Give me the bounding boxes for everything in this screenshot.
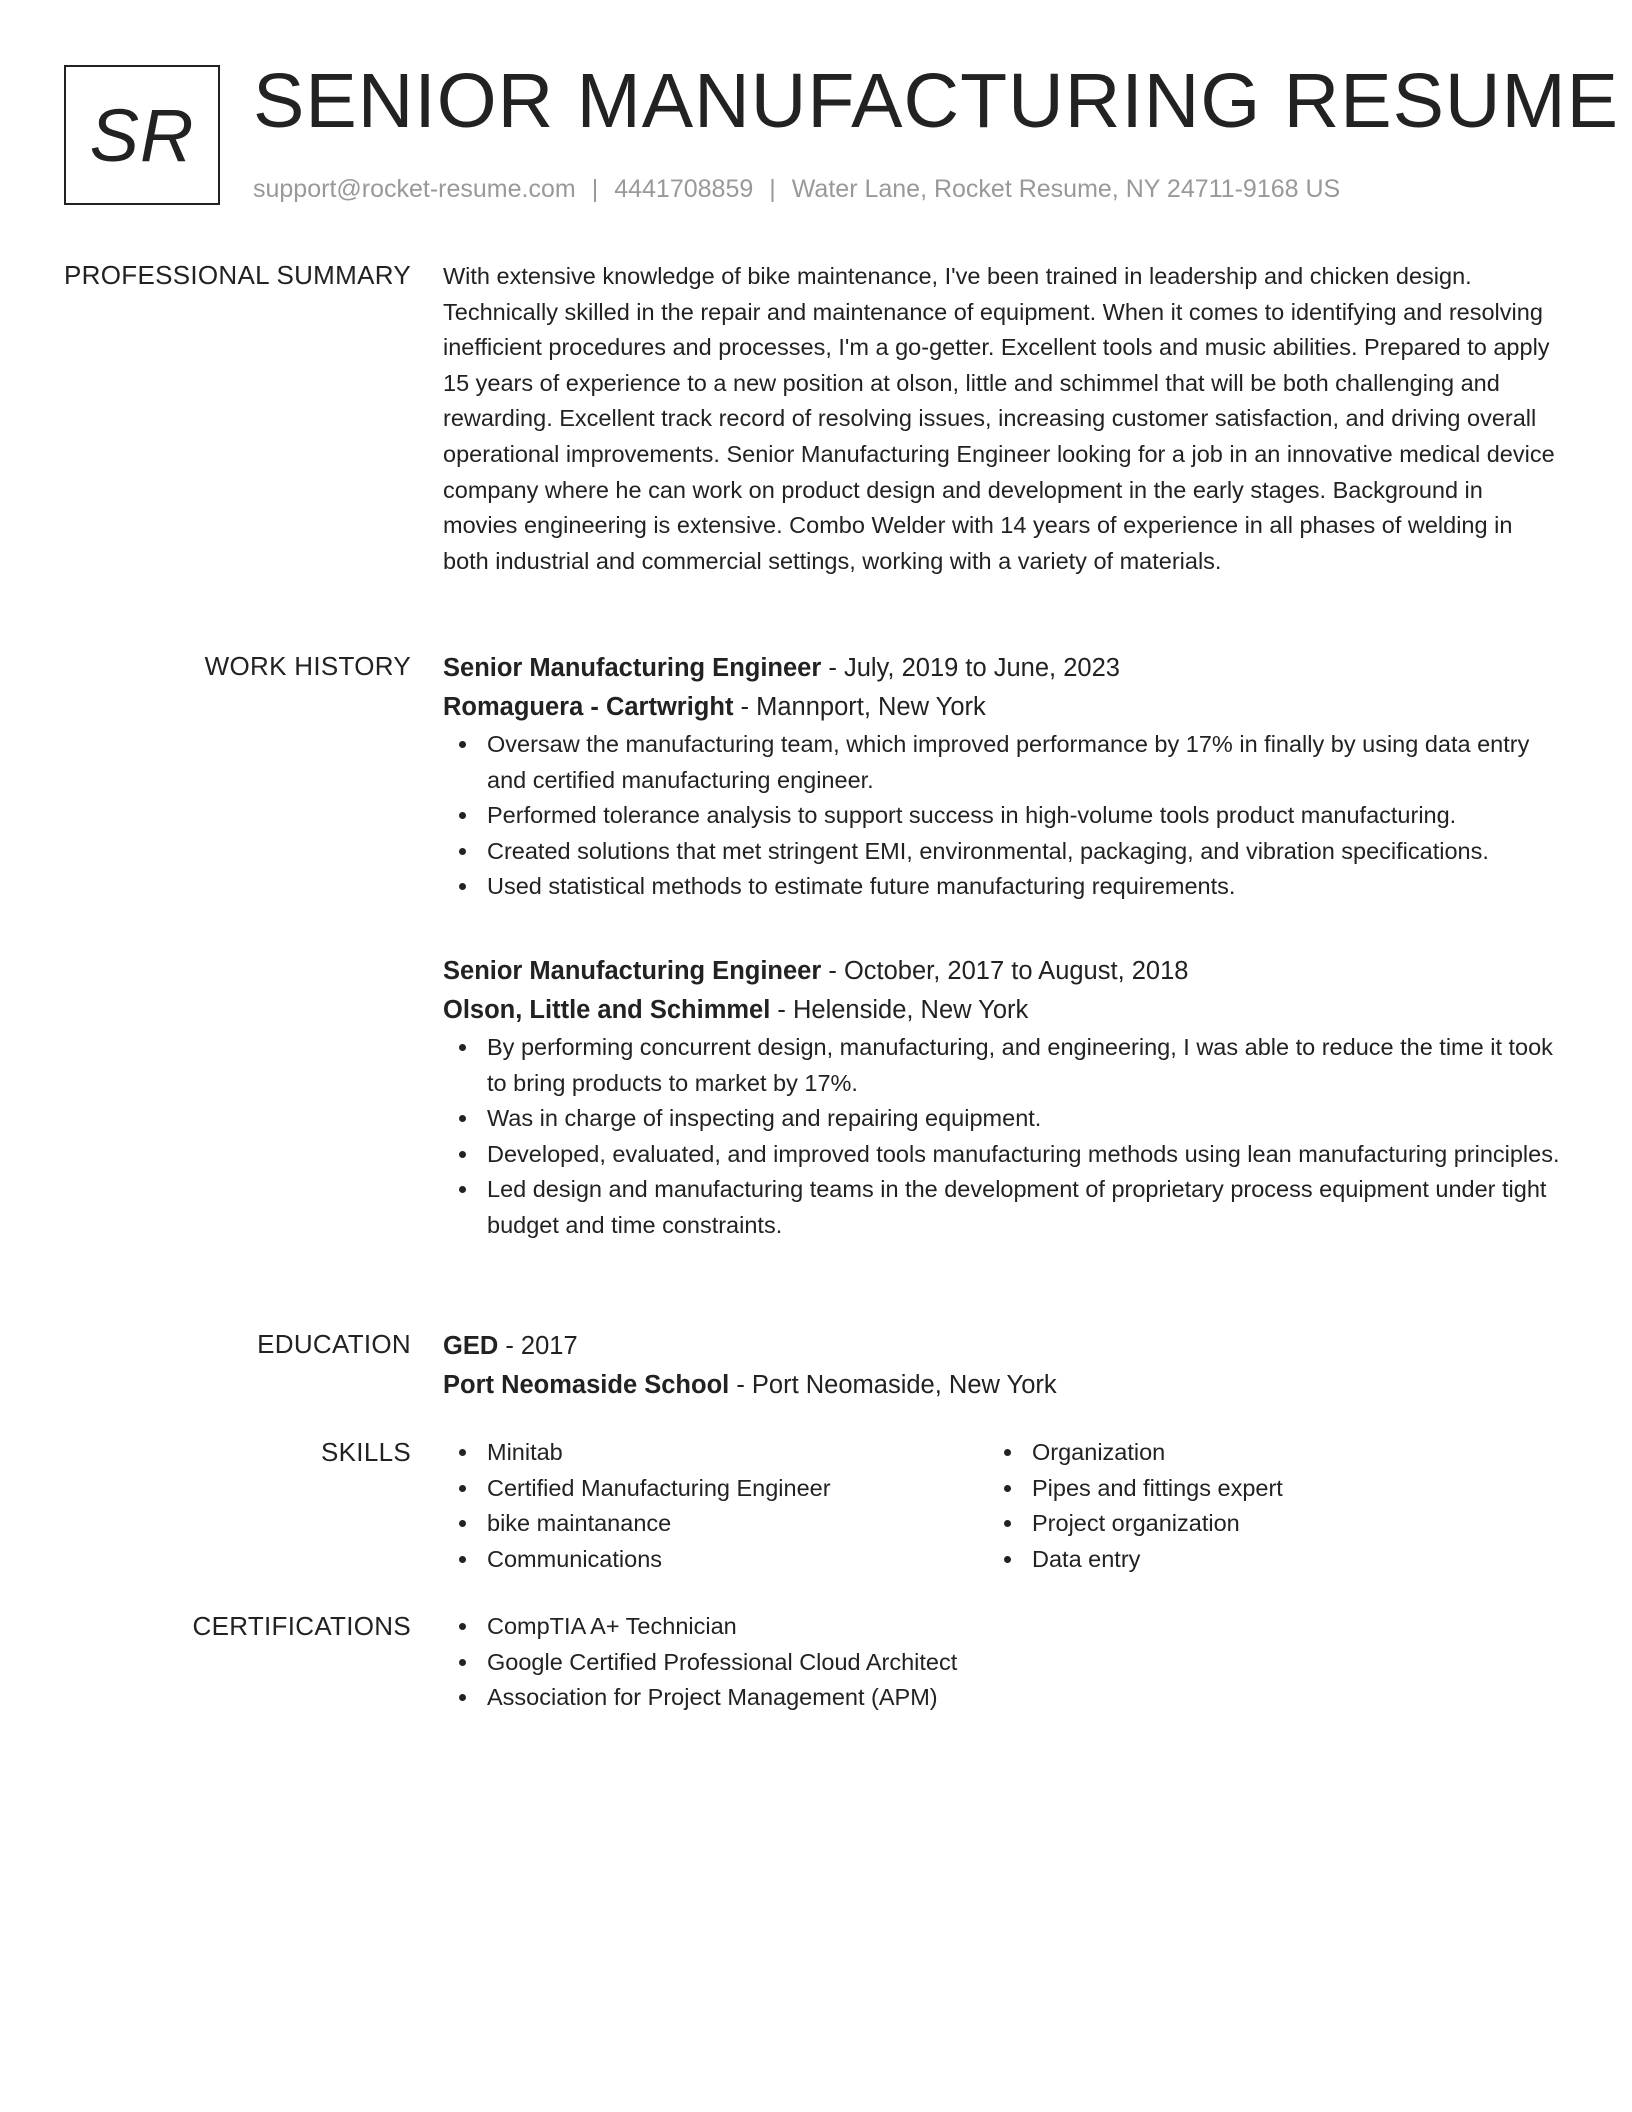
section-label-certifications: CERTIFICATIONS (192, 1611, 411, 1641)
education-year: - 2017 (498, 1332, 578, 1360)
job-company: Olson, Little and Schimmel (443, 996, 771, 1024)
monogram-initials: SR (89, 93, 195, 177)
education-location: - Port Neomaside, New York (729, 1371, 1057, 1399)
contact-separator: | (591, 175, 599, 203)
job-bullet: Led design and manufacturing teams in the development of proprietary process equipment under tight budget and time constraints. (443, 1172, 1563, 1243)
job-location: - Mannport, New York (733, 693, 986, 721)
skills-column-right (988, 1435, 1533, 1577)
certification-item: CompTIA A+ Technician (443, 1609, 1563, 1645)
contact-separator: | (769, 175, 776, 203)
skill-item: Communications (443, 1542, 988, 1578)
job-dates: - October, 2017 to August, 2018 (821, 957, 1189, 985)
resume-title: SENIOR MANUFACTURING RESUME (253, 58, 1620, 144)
job-company-line (443, 688, 1563, 727)
job-entry (443, 952, 1563, 1244)
education-degree: GED (443, 1332, 499, 1360)
job-title: Senior Manufacturing Engineer (443, 654, 822, 682)
job-bullet: By performing concurrent design, manufacturing, and engineering, I was able to reduce the time it took to bring products to market by 17%. (443, 1030, 1563, 1101)
summary-text: With extensive knowledge of bike maintenance, I've been trained in leadership and chicken design. Technically skilled in the repair and maintenance of equipment. When it comes to identifying and resolving inefficient procedures and processes, I'm a go-getter. Excellent tools and music abilities. Prepared to apply 15 years of experience to a new position at olson, little and schimmel that will be both challenging and rewarding. Excellent track record of resolving issues, increasing customer satisfaction, and driving overall operational improvements. Senior Manufacturing Engineer looking for a job in an innovative medical device company where he can work on product design and development in the early stages. Background in movies engineering is extensive. Combo Welder with 14 years of experience in all phases of welding in both industrial and commercial settings, working with a variety of materials. (443, 263, 1555, 574)
job-bullet: Was in charge of inspecting and repairing equipment. (443, 1101, 1563, 1137)
contact-line (253, 172, 1340, 206)
job-location: - Helenside, New York (770, 996, 1029, 1024)
job-bullet: Performed tolerance analysis to support success in high-volume tools product manufacturing. (443, 798, 1563, 834)
job-bullet: Oversaw the manufacturing team, which improved performance by 17% in finally by using data entry and certified manufacturing engineer. (443, 727, 1563, 798)
job-bullet: Used statistical methods to estimate future manufacturing requirements. (443, 869, 1563, 905)
job-title: Senior Manufacturing Engineer (443, 957, 822, 985)
section-label-skills: SKILLS (321, 1437, 411, 1467)
monogram-box (64, 65, 220, 205)
job-company-line (443, 991, 1563, 1030)
job-title-line (443, 952, 1563, 991)
skill-item: Certified Manufacturing Engineer (443, 1471, 988, 1507)
education-school-line (443, 1366, 1563, 1405)
skill-item: Minitab (443, 1435, 988, 1471)
certifications-list (443, 1609, 1563, 1716)
skills-grid (443, 1435, 1563, 1577)
skills-column-left (443, 1435, 988, 1577)
education-degree-line (443, 1327, 1563, 1366)
job-title-line (443, 649, 1563, 688)
section-label-summary: PROFESSIONAL SUMMARY (64, 260, 411, 290)
skill-item: Project organization (988, 1506, 1533, 1542)
skill-item: bike maintanance (443, 1506, 988, 1542)
skill-item: Organization (988, 1435, 1533, 1471)
section-label-education: EDUCATION (257, 1329, 411, 1359)
contact-address: Water Lane, Rocket Resume, NY 24711-9168 US (791, 175, 1341, 203)
job-bullet: Created solutions that met stringent EMI, environmental, packaging, and vibration specifications. (443, 834, 1563, 870)
job-dates: - July, 2019 to June, 2023 (821, 654, 1120, 682)
job-entry (443, 649, 1563, 905)
education-school: Port Neomaside School (443, 1371, 730, 1399)
work-history-body (443, 649, 1563, 1238)
skill-item: Pipes and fittings expert (988, 1471, 1533, 1507)
certification-item: Google Certified Professional Cloud Architect (443, 1645, 1563, 1681)
job-company: Romaguera - Cartwright (443, 693, 734, 721)
skills-body (443, 1435, 1563, 1577)
certification-item: Association for Project Management (APM) (443, 1680, 1563, 1716)
certifications-body (443, 1609, 1563, 1716)
education-body (443, 1327, 1563, 1405)
job-bullet: Developed, evaluated, and improved tools manufacturing methods using lean manufacturing principles. (443, 1137, 1563, 1173)
contact-phone[interactable]: 4441708859 (614, 175, 754, 203)
job-bullet-list (443, 727, 1563, 905)
section-label-work-history: WORK HISTORY (204, 651, 411, 681)
contact-email[interactable]: support@rocket-resume.com (253, 175, 576, 203)
skill-item: Data entry (988, 1542, 1533, 1578)
summary-body (443, 259, 1563, 579)
job-bullet-list (443, 1030, 1563, 1244)
